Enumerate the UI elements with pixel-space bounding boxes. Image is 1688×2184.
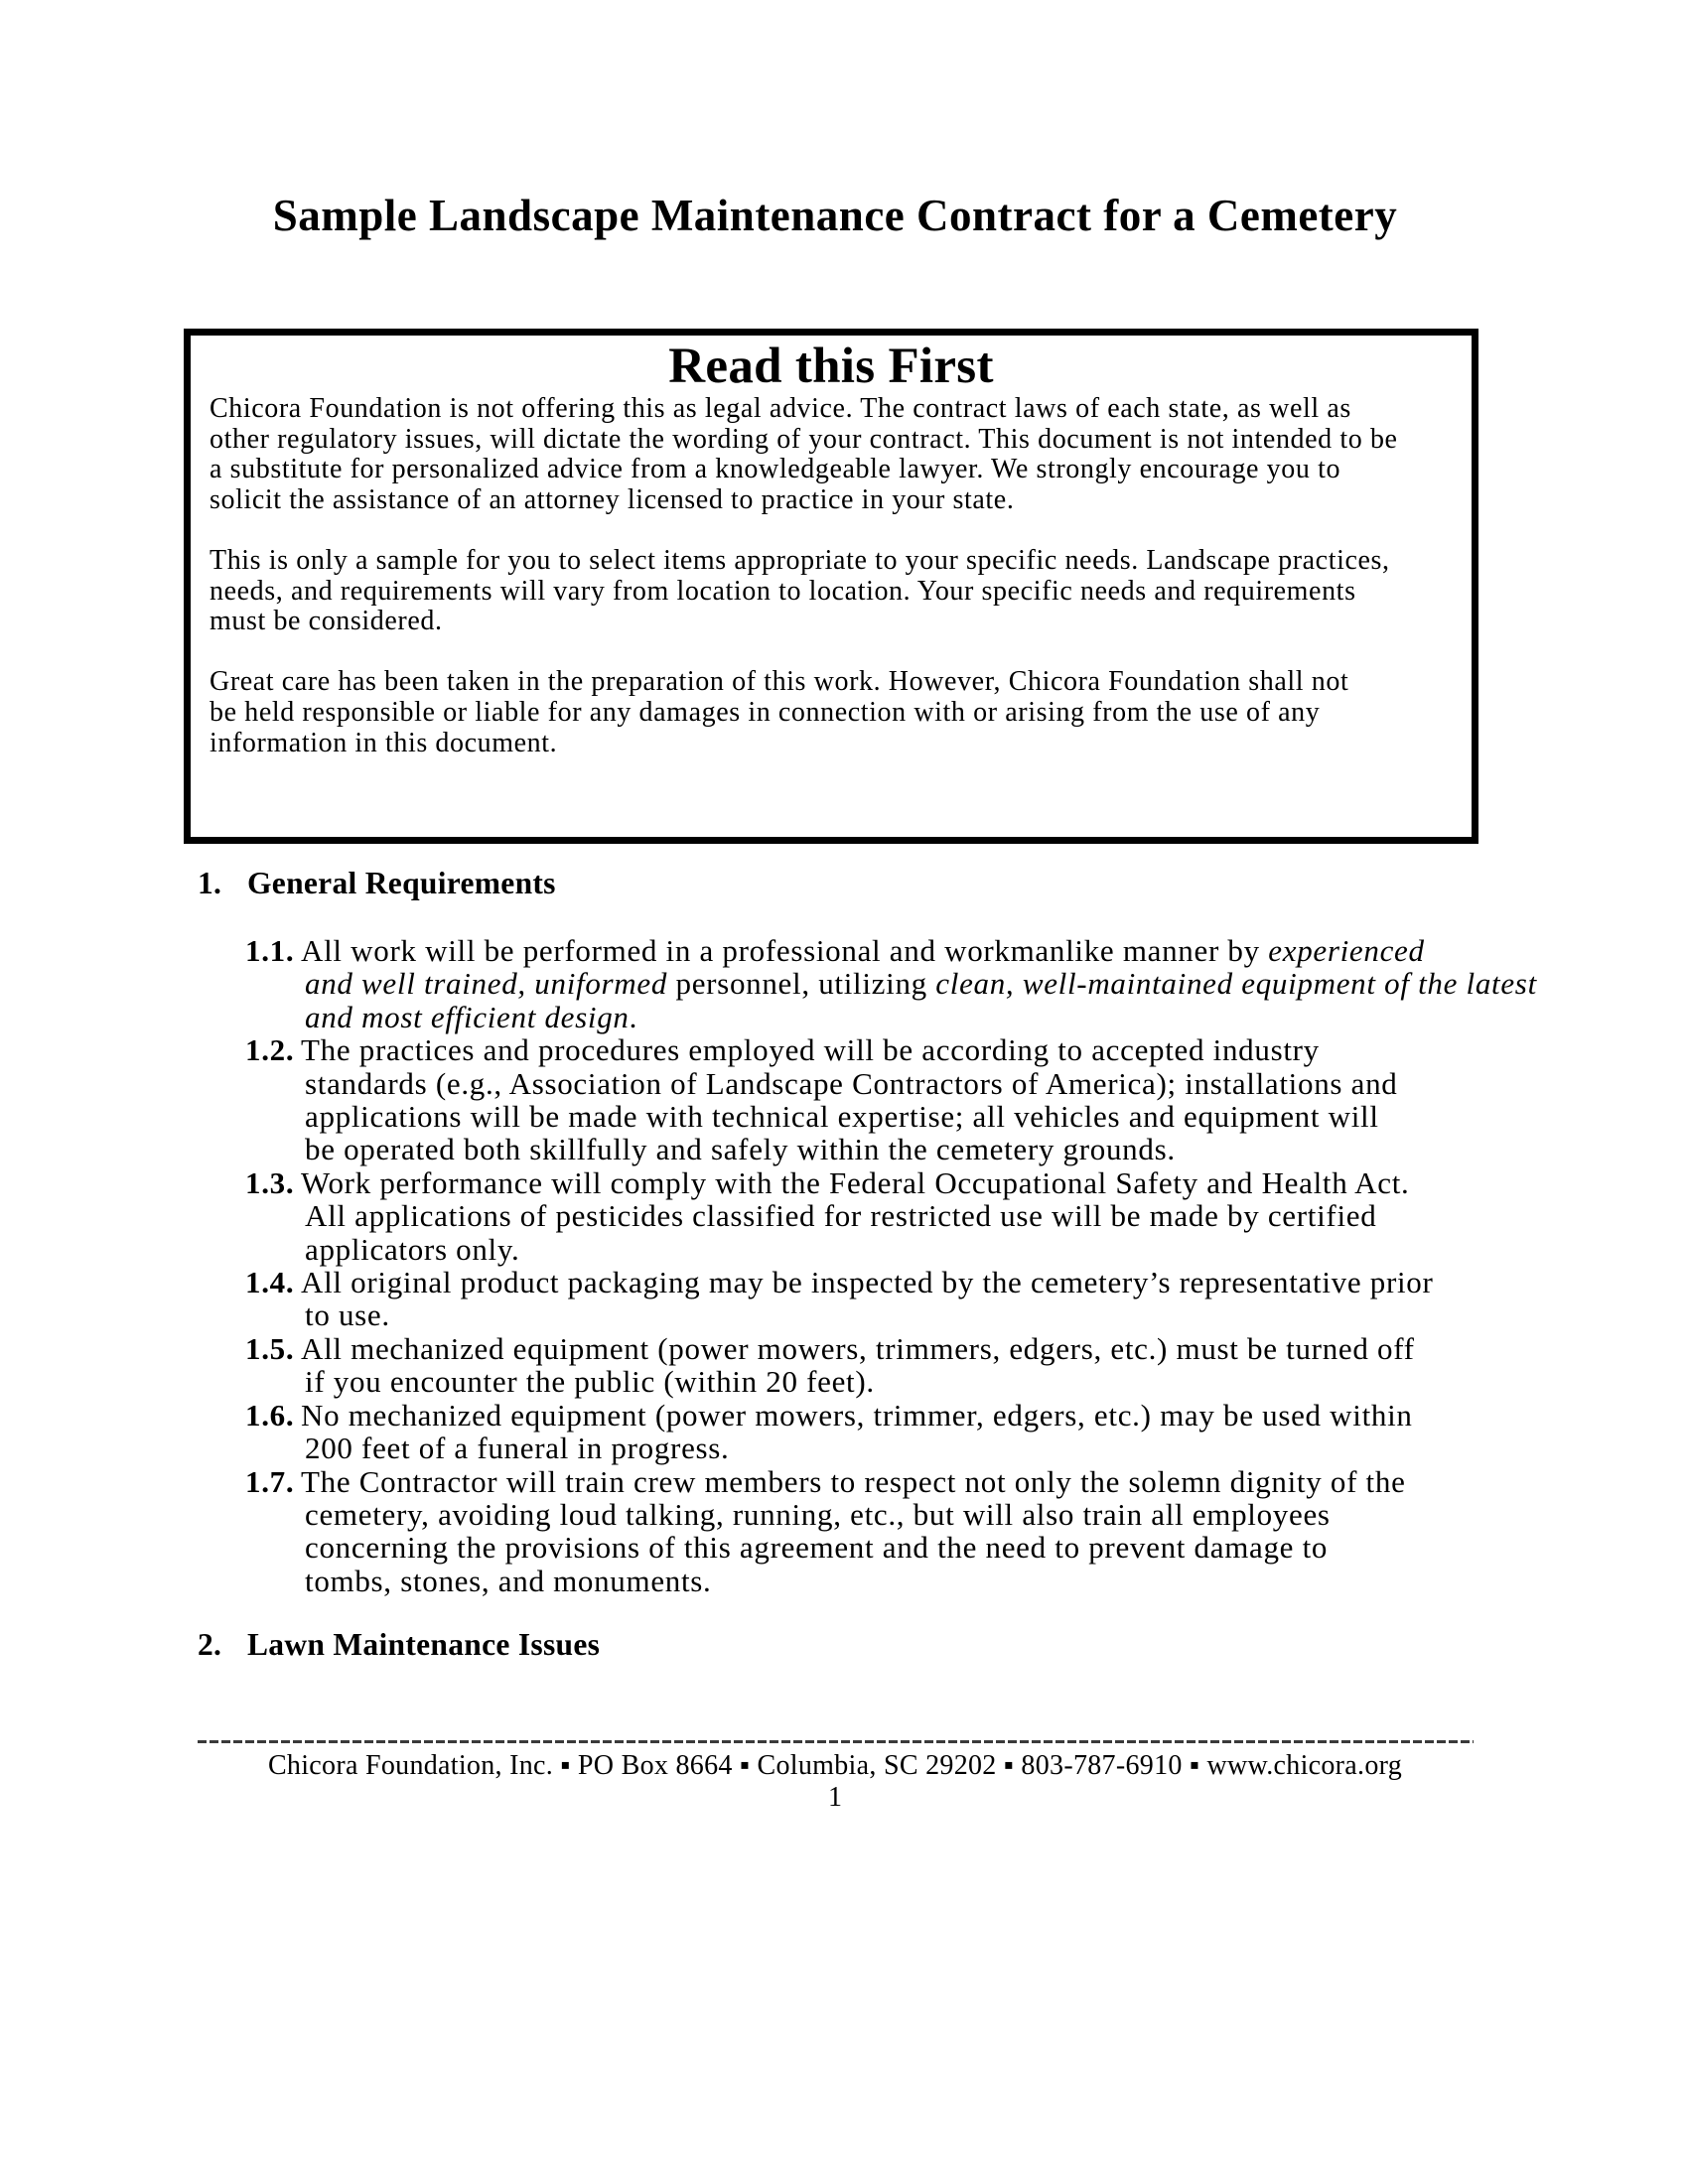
footer-contact-info: Chicora Foundation, Inc. ▪ PO Box 8664 ▪ Columbia, SC 29202 ▪ 803-787-6910 ▪ www.chicora.org	[267, 1750, 1403, 1781]
item-number: 1.1.	[245, 933, 295, 968]
item-text: All original product packaging may be inspected by the cemetery’s representative prior	[301, 1265, 1434, 1300]
notice-line: This is only a sample for you to select items appropriate to your specific needs. Landscape practices,	[210, 544, 1390, 576]
item-text: if you encounter the public (within 20 feet).	[305, 1364, 875, 1400]
item-line	[245, 1166, 1537, 1199]
item-line	[245, 1199, 1537, 1232]
notice-paragraph	[210, 394, 1472, 515]
item-line	[245, 1033, 1537, 1066]
item-number: 1.4.	[245, 1265, 295, 1300]
item-line	[245, 1100, 1537, 1133]
requirements-list	[245, 934, 1537, 1597]
item-text: concerning the provisions of this agreement and the need to prevent damage to	[305, 1530, 1329, 1566]
notice-line: Great care has been taken in the preparation of this work. However, Chicora Foundation shall not	[210, 666, 1349, 698]
item-number: 1.2.	[245, 1032, 295, 1068]
item-line	[245, 1565, 1537, 1597]
notice-line: other regulatory issues, will dictate the wording of your contract. This document is not intended to be	[210, 423, 1398, 455]
list-item	[245, 1033, 1537, 1166]
item-line	[245, 934, 1537, 967]
item-number: 1.3.	[245, 1164, 295, 1200]
item-text: cemetery, avoiding loud talking, running, etc., but will also train all employees	[305, 1496, 1331, 1532]
item-text: The Contractor will train crew members to respect not only the solemn dignity of the	[301, 1463, 1406, 1499]
notice-line: must be considered.	[210, 606, 443, 637]
item-text: standards (e.g., Association of Landscape Contractors of America); installations and	[305, 1065, 1398, 1101]
list-item	[245, 1166, 1537, 1266]
footer-divider	[198, 1740, 1474, 1743]
item-text-emphasis: and most efficient design	[305, 999, 630, 1034]
section-heading-general-requirements	[198, 866, 556, 901]
list-item	[245, 1465, 1537, 1598]
item-line	[245, 1067, 1537, 1100]
notice-paragraph	[210, 546, 1472, 637]
item-line	[245, 1266, 1537, 1298]
notice-body	[210, 394, 1472, 758]
item-line	[245, 1133, 1537, 1165]
item-number: 1.5.	[245, 1330, 295, 1366]
list-item	[245, 934, 1537, 1033]
item-line	[245, 1332, 1537, 1365]
item-text: be operated both skillfully and safely within the cemetery grounds.	[305, 1132, 1176, 1167]
item-text: The practices and procedures employed will be according to accepted industry	[301, 1032, 1320, 1068]
item-line	[245, 1432, 1537, 1464]
item-text: personnel, utilizing	[667, 966, 936, 1002]
page-number: 1	[828, 1782, 842, 1813]
section-heading-lawn-maintenance	[198, 1627, 600, 1663]
item-text: .	[629, 999, 638, 1034]
item-line	[245, 1233, 1537, 1266]
item-line	[245, 1298, 1537, 1331]
list-item	[245, 1399, 1537, 1465]
notice-line: needs, and requirements will vary from location to location. Your specific needs and requirements	[210, 575, 1356, 607]
item-text: applicators only.	[305, 1231, 520, 1267]
list-item	[245, 1332, 1537, 1399]
list-item	[245, 1266, 1537, 1332]
item-text: Work performance will comply with the Federal Occupational Safety and Health Act.	[301, 1164, 1410, 1200]
item-number: 1.7.	[245, 1463, 295, 1499]
notice-line: Chicora Foundation is not offering this as legal advice. The contract laws of each state, as well as	[210, 393, 1351, 424]
item-text: All work will be performed in a professional and workmanlike manner by	[301, 933, 1269, 968]
item-line	[245, 1001, 1537, 1033]
item-line	[245, 967, 1537, 1000]
item-line	[245, 1498, 1537, 1531]
notice-line: solicit the assistance of an attorney licensed to practice in your state.	[210, 483, 1015, 515]
notice-line: a substitute for personalized advice from a knowledgeable lawyer. We strongly encourage you to	[210, 454, 1341, 485]
item-text-emphasis: experienced	[1268, 933, 1425, 968]
section-title: General Requirements	[247, 866, 556, 900]
item-line	[245, 1399, 1537, 1432]
item-line	[245, 1531, 1537, 1564]
section-title: Lawn Maintenance Issues	[247, 1627, 601, 1662]
item-text: No mechanized equipment (power mowers, trimmer, edgers, etc.) may be used within	[301, 1397, 1413, 1433]
item-line	[245, 1365, 1537, 1398]
item-line	[245, 1465, 1537, 1498]
item-text-emphasis: clean, well-maintained equipment of the latest	[935, 966, 1537, 1002]
notice-paragraph	[210, 667, 1472, 758]
item-text: 200 feet of a funeral in progress.	[305, 1431, 730, 1466]
notice-heading: Read this First	[668, 339, 994, 394]
section-number: 2.	[198, 1627, 222, 1662]
notice-box	[184, 329, 1478, 844]
item-text: All mechanized equipment (power mowers, trimmers, edgers, etc.) must be turned off	[301, 1330, 1415, 1366]
section-number: 1.	[198, 866, 222, 900]
item-text: applications will be made with technical expertise; all vehicles and equipment will	[305, 1099, 1379, 1135]
item-number: 1.6.	[245, 1397, 295, 1433]
item-text: to use.	[305, 1297, 390, 1333]
notice-line: be held responsible or liable for any damages in connection with or arising from the use of any	[210, 696, 1321, 728]
document-title: Sample Landscape Maintenance Contract for a Cemetery	[272, 191, 1398, 240]
item-text-emphasis: and well trained, uniformed	[305, 966, 668, 1002]
notice-line: information in this document.	[210, 727, 558, 758]
item-text: tombs, stones, and monuments.	[305, 1563, 712, 1598]
item-text: All applications of pesticides classified for restricted use will be made by certified	[305, 1198, 1377, 1234]
